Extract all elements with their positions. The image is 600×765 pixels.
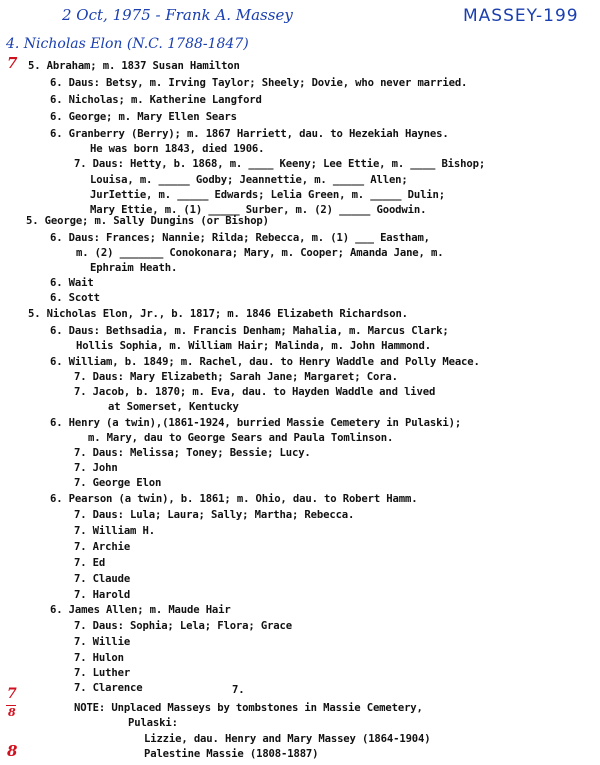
text-line: 6. Pearson (a twin), b. 1861; m. Ohio, dau. to Robert Hamm. [50,493,418,505]
note-line: Palestine Massie (1808-1887) [144,748,319,760]
text-line: 5. Nicholas Elon, Jr., b. 1817; m. 1846 Elizabeth Richardson. [28,308,408,320]
handwritten-date-author: 2 Oct, 1975 - Frank A. Massey [62,6,293,24]
text-line: 7. William H. [74,525,155,537]
text-line: 7. Daus: Lula; Laura; Sally; Martha; Rebecca. [74,509,355,521]
text-line: 6. Wait [50,277,94,289]
text-line: Hollis Sophia, m. William Hair; Malinda, m. John Hammond. [76,340,431,352]
text-line: 7. Claude [74,573,131,585]
margin-mark-top: 7 [7,54,18,72]
handwritten-subject-heading: 4. Nicholas Elon (N.C. 1788-1847) [6,36,249,52]
text-line: Louisa, m. _____ Godby; Jeannettie, m. _____ Allen; [90,174,408,186]
text-line: 7. Daus: Hetty, b. 1868, m. ____ Keeny; Lee Ettie, m. ____ Bishop; [74,158,486,170]
text-line: 7. John [74,462,118,474]
text-line: 7. Ed [74,557,106,569]
text-line: 6. Daus: Betsy, m. Irving Taylor; Sheely; Dovie, who never married. [50,77,468,89]
text-line: 6. William, b. 1849; m. Rachel, dau. to Henry Waddle and Polly Meace. [50,356,480,368]
text-line: JurIettie, m. _____ Edwards; Lelia Green, m. _____ Dulin; [90,189,445,201]
text-line: 7. Archie [74,541,131,553]
text-line: He was born 1843, died 1906. [90,143,265,155]
note-line: Lizzie, dau. Henry and Mary Massey (1864-1904) [144,733,431,745]
text-line: m. (2) _______ Conokonara; Mary, m. Cooper; Amanda Jane, m. [76,247,444,259]
text-line: 6. Granberry (Berry); m. 1867 Harriett, dau. to Hezekiah Haynes. [50,128,449,140]
text-line: 7. Jacob, b. 1870; m. Eva, dau. to Hayden Waddle and lived [74,386,436,398]
text-line: 7. George Elon [74,477,162,489]
text-line: 6. Henry (a twin),(1861-1924, burried Massie Cemetery in Pulaski); [50,417,462,429]
text-line: 7. Willie [74,636,131,648]
text-line: Ephraim Heath. [90,262,178,274]
text-line: 7. Harold [74,589,131,601]
text-line: 6. James Allen; m. Maude Hair [50,604,231,616]
text-line: 6. George; m. Mary Ellen Sears [50,111,237,123]
text-line: m. Mary, dau to George Sears and Paula Tomlinson. [88,432,394,444]
text-line: 7. Hulon [74,652,124,664]
text-line: Mary Ettie, m. (1) _____ Surber, m. (2) _____ Goodwin. [90,204,427,216]
margin-mark-fraction-denominator: 8 [8,706,16,719]
note-line: NOTE: Unplaced Masseys by tombstones in Massie Cemetery, [74,702,423,714]
text-line: 5. Abraham; m. 1837 Susan Hamilton [28,60,240,72]
margin-mark-fraction-numerator: 7 [7,686,17,702]
text-line: 6. Daus: Frances; Nannie; Rilda; Rebecca, m. (1) ___ Eastham, [50,232,430,244]
text-line: 7. Clarence [74,682,143,694]
text-line: 7. Daus: Mary Elizabeth; Sarah Jane; Margaret; Cora. [74,371,398,383]
text-line: 7. Daus: Sophia; Lela; Flora; Grace [74,620,292,632]
margin-mark-bottom: 8 [7,742,18,760]
text-line: 5. George; m. Sally Dungins (or Bishop) [26,215,269,227]
note-line: Pulaski: [128,717,178,729]
record-id-stamp: MASSEY-199 [463,6,579,26]
text-line: 6. Daus: Bethsadia, m. Francis Denham; Mahalia, m. Marcus Clark; [50,325,449,337]
text-line: 7. Luther [74,667,131,679]
text-line: 6. Scott [50,292,100,304]
text-line: 7. [232,684,245,696]
text-line: 6. Nicholas; m. Katherine Langford [50,94,262,106]
text-line: 7. Daus: Melissa; Toney; Bessie; Lucy. [74,447,311,459]
text-line: at Somerset, Kentucky [108,401,239,413]
